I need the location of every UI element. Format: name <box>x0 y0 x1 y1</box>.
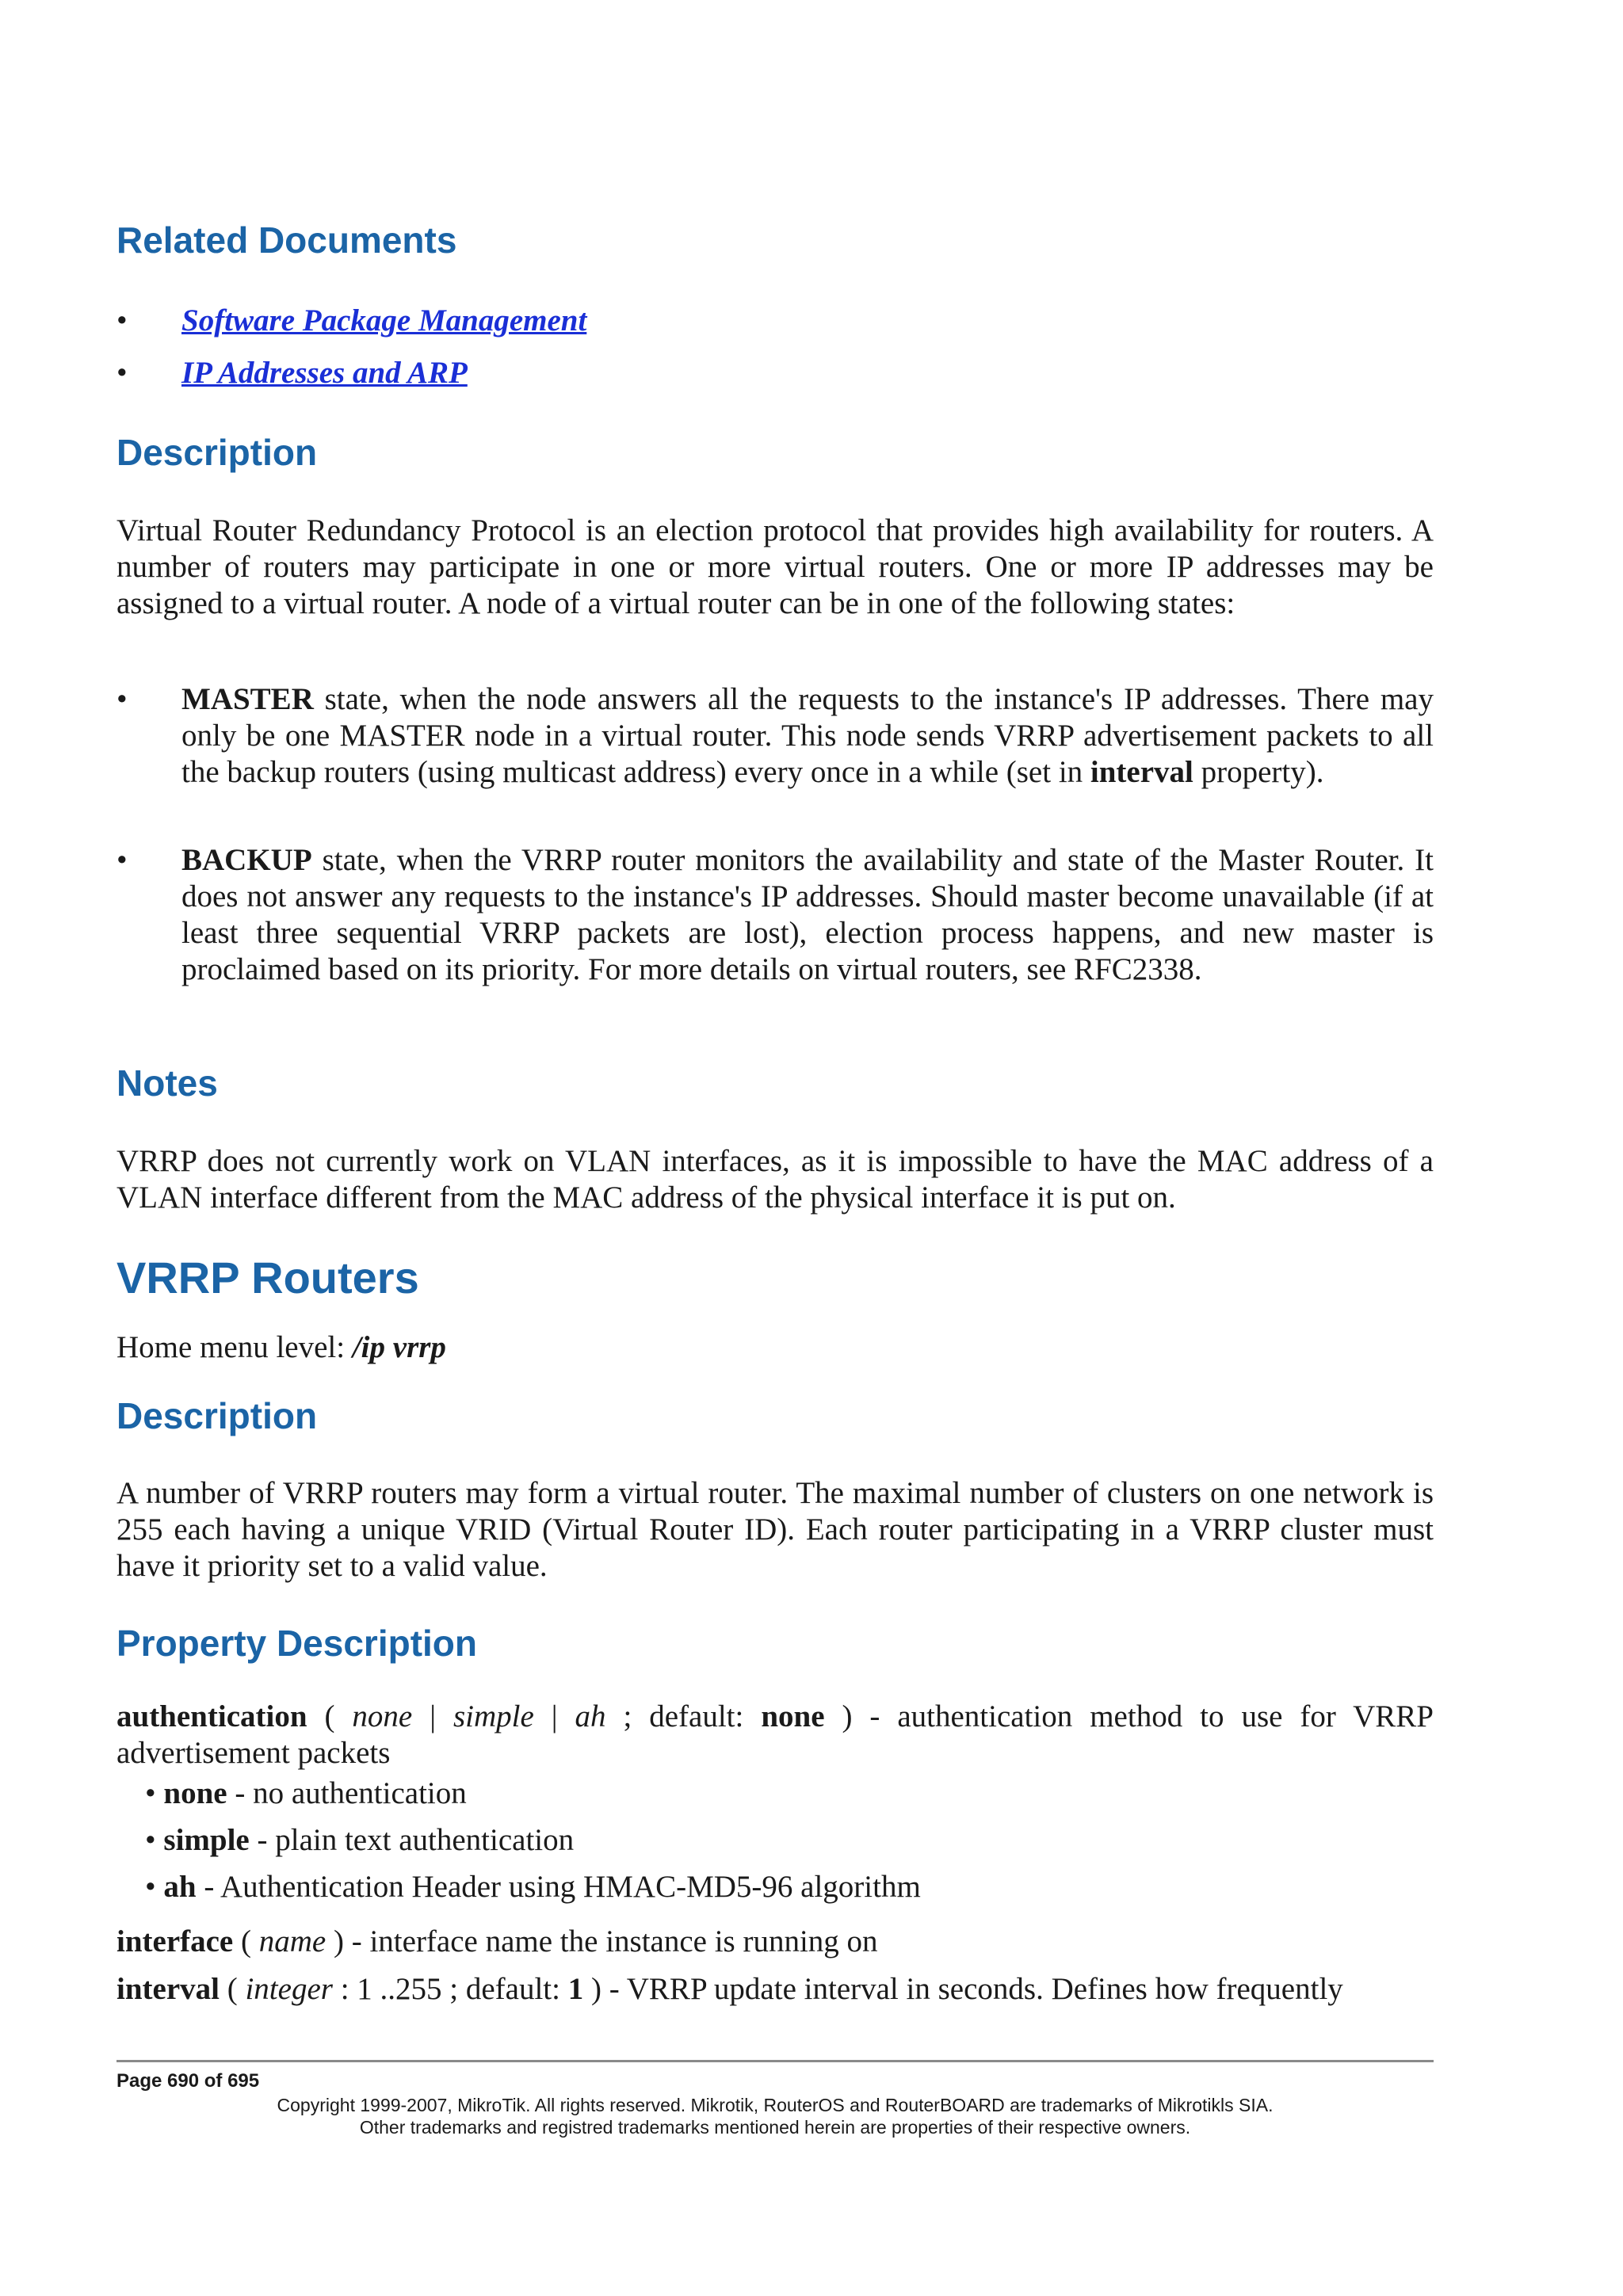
vrrp-routers-heading: VRRP Routers <box>116 1253 419 1302</box>
bullet-icon: • <box>116 356 128 390</box>
property-authentication: authentication ( none | simple | ah ; default: none ) - authentication method to use for VRRP advertisement packets <box>116 1699 1434 1770</box>
master-term: MASTER <box>181 682 314 716</box>
property-name: authentication <box>116 1699 307 1733</box>
option-item: • simple - plain text authentication <box>145 1823 575 1857</box>
description-paragraph: Virtual Router Redundancy Protocol is an election protocol that provides high availability for routers. A number of routers may participate in one or more virtual routers. One or more IP addresses may be assigned to a virtual router. A node of a virtual router can be in one of the following states: <box>116 513 1434 620</box>
master-text-end: property). <box>1193 755 1324 789</box>
description-heading-2: Description <box>116 1395 318 1436</box>
menu-level-label: Home menu level: <box>116 1330 353 1364</box>
page-number: Page 690 of 695 <box>116 2070 260 2092</box>
footer-divider <box>116 2060 1434 2062</box>
related-documents-heading: Related Documents <box>116 219 457 261</box>
property-description-heading: Property Description <box>116 1623 477 1664</box>
bullet-icon: • <box>116 303 128 338</box>
notes-paragraph: VRRP does not currently work on VLAN interfaces, as it is impossible to have the MAC address of a VLAN interface different from the MAC address of the physical interface it is put on. <box>116 1144 1434 1215</box>
copyright-line-2: Other trademarks and registred trademarks mentioned herein are properties of their respective owners. <box>359 2117 1191 2138</box>
interval-term: interval <box>1090 755 1193 789</box>
vrrp-description-paragraph: A number of VRRP routers may form a virtual router. The maximal number of clusters on one network is 255 each having a unique VRID (Virtual Router ID). Each router participating in a VRRP cluster must have it priority set to a valid value. <box>116 1476 1434 1583</box>
copyright-line-1: Copyright 1999-2007, MikroTik. All rights reserved. Mikrotik, RouterOS and RouterBOARD are trademarks of Mikrotikls SIA. <box>277 2095 1274 2115</box>
menu-level <box>116 1329 1434 1366</box>
bullet-icon: • <box>116 843 128 877</box>
link-software-package-management[interactable]: Software Package Management <box>181 303 587 338</box>
backup-text: state, when the VRRP router monitors the availability and state of the Master Router. It does not answer any requests to the instance's IP addresses. Should master become unavailable (if at least three sequential VRRP packets are lost), election process happens, and new master is proclaimed based on its priority. For more details on virtual routers, see RFC2338. <box>181 843 1434 986</box>
description-heading: Description <box>116 432 318 473</box>
property-interval: interval ( integer : 1 ..255 ; default: 1 ) - VRRP update interval in seconds. Defines how frequently <box>116 1972 1343 2006</box>
link-ip-addresses-and-arp[interactable]: IP Addresses and ARP <box>181 356 468 390</box>
option-item: • none - no authentication <box>145 1776 467 1810</box>
property-interface: interface ( name ) - interface name the instance is running on <box>116 1924 878 1958</box>
bullet-icon: • <box>116 682 128 716</box>
option-item: • ah - Authentication Header using HMAC-MD5-96 algorithm <box>145 1870 921 1904</box>
backup-term: BACKUP <box>181 843 312 877</box>
master-text: state, when the node answers all the requests to the instance's IP addresses. There may only be one MASTER node in a virtual router. This node sends VRRP advertisement packets to all the backup routers (using multicast address) every once in a while (set in <box>181 682 1434 789</box>
notes-heading: Notes <box>116 1062 218 1104</box>
menu-level-path: /ip vrrp <box>352 1330 446 1364</box>
